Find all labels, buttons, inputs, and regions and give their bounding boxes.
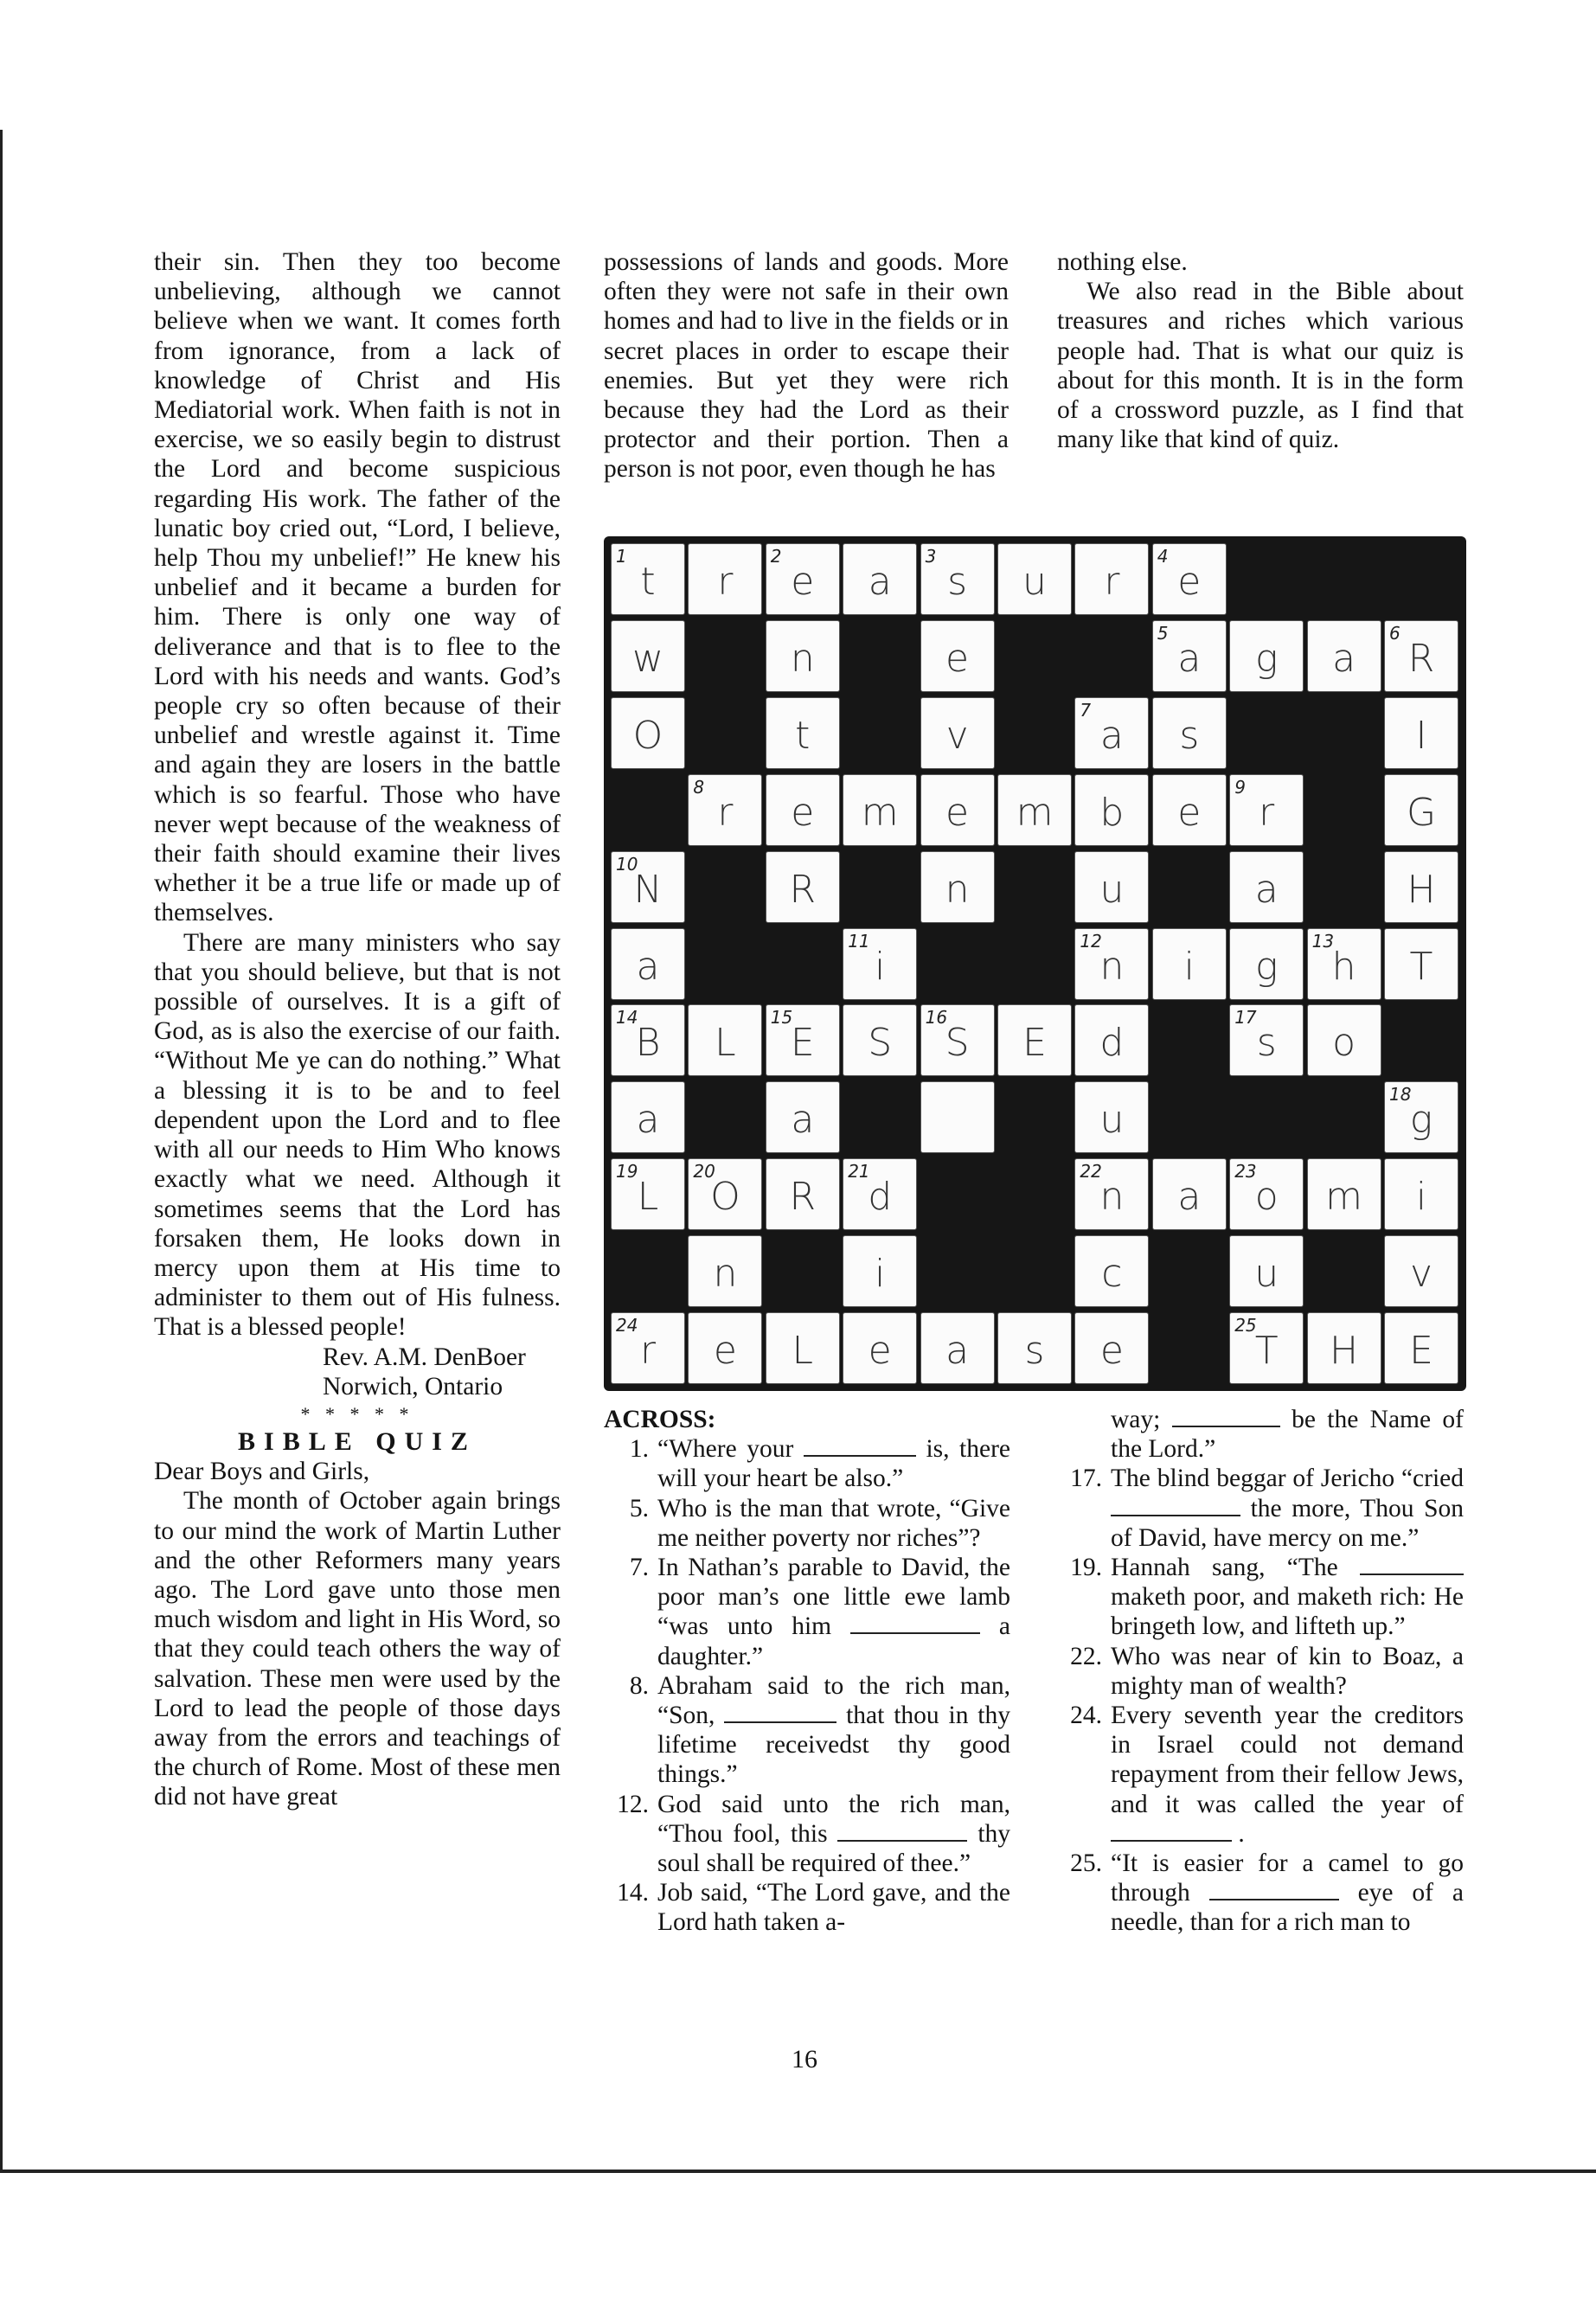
clue-number: 5. [629,1494,649,1522]
clue-text: eye of a needle, than for a rich man to [1111,1879,1465,1937]
clue-number: 17. [1070,1465,1102,1493]
page-edge-bottom [0,2170,1596,2173]
crossword-cell[interactable] [1307,928,1381,1000]
article-column-3 [1057,247,1464,454]
crossword-cell[interactable] [1229,1312,1304,1384]
crossword-cell[interactable] [997,1312,1072,1384]
crossword-cell[interactable] [688,1312,762,1384]
clue-22 [1057,1642,1464,1701]
crossword-cell[interactable] [1152,928,1227,1000]
crossword-handwritten-letter: e [713,1329,737,1373]
crossword-handwritten-letter: v [1409,1252,1433,1297]
crossword-handwritten-letter: r [639,1329,657,1373]
crossword-cell[interactable] [1074,1081,1149,1153]
crossword-handwritten-letter: e [945,790,970,835]
crossword-handwritten-letter: e [791,790,815,835]
crossword-cell[interactable] [920,1004,995,1076]
crossword-cell[interactable] [843,774,917,846]
clue-number: 24. [1070,1702,1102,1730]
crossword-handwritten-letter: n [713,1252,738,1297]
clue-text: Hannah sang, “The [1111,1554,1338,1582]
crossword-handwritten-letter: T [1409,944,1433,989]
clue-text: . [1238,1819,1245,1848]
crossword-handwritten-letter: c [1101,1252,1123,1297]
crossword-cell[interactable] [688,1158,762,1230]
crossword-cell[interactable] [920,1081,995,1153]
crossword-handwritten-letter: s [1179,713,1200,758]
answer-blank [1111,1821,1232,1842]
crossword-cell[interactable] [1229,620,1304,692]
crossword-cell[interactable] [920,1312,995,1384]
crossword-handwritten-letter: a [1177,1175,1202,1220]
crossword-clue-number: 2 [770,546,782,567]
crossword-clue-number: 17 [1234,1007,1257,1029]
clue-text: Job said, “The Lord gave, and the Lord hath taken a- [657,1879,1010,1937]
crossword-cell[interactable] [611,543,685,615]
crossword-cell[interactable] [1152,620,1227,692]
crossword-cell[interactable] [1384,1235,1458,1307]
article-column-2 [604,247,1009,484]
clue-text: Who was near of kin to Boaz, a mighty man of wealth? [1111,1642,1464,1700]
crossword-handwritten-letter: n [790,636,815,681]
crossword-cell[interactable] [1384,774,1458,846]
clue-text: Who is the man that wrote, “Give me neither poverty nor riches”? [657,1494,1010,1552]
clue-text: “Where your [657,1435,794,1464]
clue-12 [604,1790,1010,1879]
crossword-grid [604,536,1466,1391]
crossword-handwritten-letter: u [1099,1098,1125,1143]
crossword-cell[interactable] [1384,928,1458,1000]
crossword-cell[interactable] [1307,1312,1381,1384]
crossword-clue-number: 20 [693,1161,715,1183]
crossword-cell[interactable] [766,1158,840,1230]
crossword-cell[interactable] [1152,1158,1227,1230]
quiz-intro-paragraph: possessions of lands and goods. More often they were not safe in their own homes and had to live in the fields or in secret places in order to escape their enemies. But yet they were rich because they had the Lord as their protector and their portion. Then a person is not poor, even though he has [604,248,1009,484]
clue-text: be the Name of the Lord.” [1111,1406,1465,1464]
answer-blank [1111,1496,1240,1516]
crossword-cell[interactable] [611,1312,685,1384]
crossword-cell[interactable] [920,543,995,615]
quiz-greeting: Dear Boys and Girls, [154,1458,370,1486]
crossword-handwritten-letter: u [1254,1252,1279,1297]
crossword-clue-number: 16 [925,1007,948,1029]
across-clues-column-2 [1057,1405,1464,1938]
answer-blank [850,1613,980,1634]
crossword-handwritten-letter: r [1104,560,1120,604]
clue-number: 19. [1070,1554,1102,1582]
clue-text: Abraham said to the rich man, “Son, [657,1671,1010,1730]
crossword-clue-number: 4 [1157,546,1169,567]
answer-blank [1360,1554,1464,1575]
across-heading: ACROSS: [604,1406,716,1433]
page-edge-left [0,130,3,2171]
crossword-handwritten-letter: r [717,560,734,604]
crossword-cell[interactable] [1229,1235,1304,1307]
crossword-handwritten-letter: v [945,713,969,758]
crossword-handwritten-letter: e [868,1329,892,1373]
article-paragraph: their sin. Then they too become unbelieving, although we cannot believe when we want. It comes forth from ignorance, from a lack of knowledge of Christ and His Mediatorial work. When faith is not in exercise, we so easily begin to distrust the Lord and become suspicious regarding His work. The father of the lunatic boy cried out, “Lord, I believe, help Thou my unbelief!” He knew his unbelief and it became a burden for him. There is only one way of deliverance and that is to flee to the Lord with his needs and wants. God’s people cry so often because of their unbelief and wrestle against it. Time and again they are losers in the battle which is so fearful. Those who have never wept because of the weakness of their faith should examine their lives whether it be a true life or made up of themselves. [154,248,561,927]
crossword-cell[interactable] [1384,1158,1458,1230]
crossword-clue-number: 12 [1080,930,1102,952]
clue-text: the more, Thou Son of David, have mercy on me.” [1111,1494,1465,1552]
crossword-cell[interactable] [766,774,840,846]
crossword-cell[interactable] [611,697,685,769]
crossword-handwritten-letter: g [1409,1098,1433,1143]
crossword-cell[interactable] [843,1004,917,1076]
clue-1 [604,1434,1010,1493]
crossword-cell[interactable] [1384,697,1458,769]
crossword-cell[interactable] [1074,1312,1149,1384]
clue-text: that thou in thy lifetime receivedst thy good things.” [657,1702,1010,1789]
crossword-cell[interactable] [611,620,685,692]
clue-number: 7. [629,1554,649,1582]
crossword-handwritten-letter: n [1099,944,1125,989]
crossword-cell[interactable] [688,1004,762,1076]
crossword-clue-number: 8 [693,776,705,798]
crossword-cell[interactable] [1229,1158,1304,1230]
crossword-cell[interactable] [1307,1004,1381,1076]
crossword-clue-number: 13 [1311,930,1335,952]
clue-text: “It is easier for a camel to go through [1111,1849,1464,1907]
author-location: Norwich, Ontario [323,1372,503,1400]
quiz-title: BIBLE QUIZ [238,1426,477,1456]
crossword-handwritten-letter: a [791,1098,815,1143]
crossword-handwritten-letter: g [1254,636,1279,681]
clue-number: 1. [629,1435,649,1464]
crossword-handwritten-letter: s [947,560,968,604]
crossword-handwritten-letter: L [715,1021,736,1066]
article-column-1 [154,247,561,1812]
crossword-cell[interactable] [920,697,995,769]
crossword-handwritten-letter: n [1099,1175,1125,1220]
clue-text: is, there will your heart be also.” [657,1435,1011,1493]
crossword-cell[interactable] [1074,851,1149,923]
crossword-clue-number: 23 [1234,1161,1257,1183]
crossword-cell[interactable] [997,1004,1072,1076]
crossword-clue-number: 10 [616,853,638,875]
crossword-cell[interactable] [1229,774,1304,846]
crossword-cell[interactable] [1074,1158,1149,1230]
crossword-handwritten-letter: a [868,560,892,604]
crossword-handwritten-letter: e [1099,1329,1124,1373]
crossword-cell[interactable] [1384,620,1458,692]
crossword-handwritten-letter: w [632,636,663,681]
crossword-handwritten-letter: m [1016,790,1054,835]
crossword-cell[interactable] [766,620,840,692]
crossword-handwritten-letter: n [945,867,970,912]
crossword-handwritten-letter: N [633,867,663,912]
crossword-cell[interactable] [1152,774,1227,846]
crossword-clue-number: 25 [1234,1315,1257,1336]
clue-text: way; [1111,1406,1161,1433]
crossword-cell[interactable] [766,543,840,615]
clue-text: The blind beggar of Jericho “cried [1111,1465,1464,1493]
crossword-cell[interactable] [611,1004,685,1076]
crossword-handwritten-letter: e [1177,560,1202,604]
answer-blank [724,1702,836,1723]
clue-number: 25. [1070,1849,1102,1878]
clue-8 [604,1671,1010,1790]
clue-text: a daughter.” [657,1612,1011,1670]
crossword-cell[interactable] [766,1004,840,1076]
crossword-handwritten-letter: t [795,713,811,758]
crossword-cell[interactable] [1384,1312,1458,1384]
crossword-handwritten-letter: e [791,560,815,604]
crossword-cell[interactable] [843,1158,917,1230]
crossword-handwritten-letter: i [875,1252,886,1297]
crossword-cell[interactable] [843,928,917,1000]
crossword-handwritten-letter: a [636,1098,660,1143]
answer-blank [837,1821,967,1842]
crossword-cell[interactable] [1152,543,1227,615]
crossword-handwritten-letter: R [789,867,817,912]
crossword-cell[interactable] [1384,1081,1458,1153]
crossword-handwritten-letter: H [1407,867,1436,912]
article-paragraph: There are many ministers who say that you should believe, but that is not possible of ourselves. It is a gift of God, as is also the exercise of our faith. “Without Me ye can do nothing.” What a blessing it is to be and to feel dependent upon the Lord and to flee with all our needs to Him Who knows exactly what we need. Although it sometimes seems that the Lord has forsaken them, He looks down in mercy upon them at His time to administer to them out of His fulness. That is a blessed people! [154,928,561,1342]
crossword-handwritten-letter: t [640,560,656,604]
clue-17 [1057,1464,1464,1553]
crossword-handwritten-letter: R [1407,636,1435,681]
crossword-cell[interactable] [688,774,762,846]
crossword-clue-number: 24 [616,1315,638,1336]
crossword-clue-number: 18 [1389,1084,1412,1106]
clue-number: 14. [617,1879,649,1907]
crossword-clue-number: 5 [1157,622,1169,644]
crossword-handwritten-letter: e [1177,790,1202,835]
crossword-cell[interactable] [1307,620,1381,692]
crossword-handwritten-letter: B [635,1021,661,1066]
crossword-handwritten-letter: i [875,944,886,989]
crossword-cell[interactable] [997,774,1072,846]
crossword-cell[interactable] [920,620,995,692]
crossword-clue-number: 11 [848,930,870,952]
clue-5 [604,1494,1010,1553]
clue-number: 22. [1070,1642,1102,1670]
crossword-handwritten-letter: m [861,790,899,835]
crossword-handwritten-letter: E [1022,1021,1047,1066]
answer-blank [804,1436,916,1457]
clue-14-continued [1057,1405,1464,1464]
crossword-cell[interactable] [611,1158,685,1230]
clue-24 [1057,1701,1464,1849]
clue-text: In Nathan’s parable to David, the poor man’s one little ewe lamb “was unto him [657,1554,1010,1641]
crossword-cell[interactable] [843,1235,917,1307]
crossword-handwritten-letter: h [1331,944,1356,989]
quiz-intro-paragraph: The month of October again brings to our mind the work of Martin Luther and the other Reformers many years ago. The Lord gave unto those men much wisdom and light in His Word, so that they could teach others the way of salvation. These men were used by the Lord to lead the people of those days away from the errors and teachings of the church of Rome. Most of these men did not have great [154,1487,561,1811]
crossword-handwritten-letter: o [1254,1175,1279,1220]
crossword-handwritten-letter: d [1099,1021,1125,1066]
crossword-handwritten-letter: E [790,1021,815,1066]
clue-text: God said unto the rich man, “Thou fool, this [657,1790,1010,1848]
crossword-cell[interactable] [611,1081,685,1153]
crossword-cell[interactable] [766,697,840,769]
crossword-cell[interactable] [920,774,995,846]
crossword-cell[interactable] [1307,1158,1381,1230]
crossword-cell[interactable] [1074,1004,1149,1076]
crossword-cell[interactable] [1074,543,1149,615]
crossword-handwritten-letter: O [632,713,663,758]
crossword-cell[interactable] [688,1235,762,1307]
crossword-handwritten-letter: H [1330,1329,1359,1373]
crossword-cell[interactable] [766,851,840,923]
crossword-cell[interactable] [1074,1235,1149,1307]
crossword-clue-number: 15 [770,1007,793,1029]
crossword-handwritten-letter: S [945,1021,970,1066]
crossword-handwritten-letter: R [789,1175,817,1220]
crossword-cell[interactable] [1074,928,1149,1000]
crossword-clue-number: 6 [1389,622,1401,644]
across-clues-column-1 [604,1405,1010,1938]
crossword-clue-number: 14 [616,1007,638,1029]
answer-blank [1172,1407,1280,1427]
crossword-cell[interactable] [766,1081,840,1153]
crossword-clue-number: 1 [616,546,627,567]
crossword-clue-number: 21 [848,1161,870,1183]
crossword-handwritten-letter: L [792,1329,814,1373]
crossword-cell[interactable] [766,1312,840,1384]
crossword-handwritten-letter: G [1406,790,1437,835]
crossword-cell[interactable] [920,851,995,923]
clue-number: 12. [617,1790,649,1818]
crossword-clue-number: 19 [616,1161,638,1183]
section-divider: * * * * * [300,1402,414,1425]
crossword-clue-number: 7 [1080,699,1092,721]
crossword-handwritten-letter: a [945,1329,970,1373]
quiz-intro-paragraph: We also read in the Bible about treasures and riches which various people had. That is what our quiz is about for this month. It is in the form of a crossword puzzle, as I find that many like that kind of quiz. [1057,278,1464,454]
crossword-cell[interactable] [611,928,685,1000]
crossword-clue-number: 9 [1234,776,1246,798]
quiz-intro-paragraph: nothing else. [1057,248,1188,276]
crossword-cell[interactable] [843,543,917,615]
crossword-handwritten-letter: e [945,636,970,681]
crossword-handwritten-letter: b [1099,790,1125,835]
crossword-handwritten-letter: a [1332,636,1356,681]
author-name: Rev. A.M. DenBoer [323,1343,526,1371]
crossword-clue-number: 3 [925,546,937,567]
clue-14 [604,1878,1010,1937]
clue-text: thy soul shall be required of thee.” [657,1819,1011,1878]
answer-blank [1209,1880,1339,1900]
clue-25 [1057,1849,1464,1938]
crossword-handwritten-letter: T [1254,1329,1279,1373]
crossword-cell[interactable] [1229,1004,1304,1076]
crossword-handwritten-letter: r [717,790,734,835]
clue-number: 8. [629,1671,649,1700]
crossword-cell[interactable] [1074,697,1149,769]
crossword-handwritten-letter: O [710,1175,740,1220]
crossword-handwritten-letter: g [1254,944,1279,989]
crossword-clue-number: 22 [1080,1161,1102,1183]
crossword-cell[interactable] [1074,774,1149,846]
crossword-handwritten-letter: s [1024,1329,1045,1373]
clue-7 [604,1553,1010,1671]
crossword-cell[interactable] [1229,851,1304,923]
crossword-handwritten-letter: o [1332,1021,1356,1066]
crossword-handwritten-letter: m [1325,1175,1363,1220]
crossword-cell[interactable] [1384,851,1458,923]
crossword-cell[interactable] [997,543,1072,615]
clue-19 [1057,1553,1464,1642]
crossword-handwritten-letter: L [637,1175,659,1220]
crossword-handwritten-letter: a [1177,636,1202,681]
crossword-cell[interactable] [843,1312,917,1384]
clue-text: Every seventh year the creditors in Israel could not demand repayment from their fellow Jews, and it was called the year of [1111,1702,1464,1818]
crossword-handwritten-letter: i [1183,944,1195,989]
page-number: 16 [792,2045,817,2073]
crossword-cell[interactable] [1229,928,1304,1000]
crossword-cell[interactable] [1152,697,1227,769]
crossword-cell[interactable] [611,851,685,923]
crossword-handwritten-letter: r [1259,790,1275,835]
crossword-handwritten-letter: E [1409,1329,1433,1373]
crossword-cell[interactable] [688,543,762,615]
crossword-handwritten-letter: a [1254,867,1279,912]
crossword-handwritten-letter: u [1022,560,1047,604]
crossword-handwritten-letter: d [868,1175,893,1220]
crossword-handwritten-letter: S [868,1021,893,1066]
crossword-handwritten-letter: u [1099,867,1125,912]
crossword-handwritten-letter: a [636,944,660,989]
crossword-handwritten-letter: I [1415,713,1427,758]
crossword-handwritten-letter: a [1099,713,1124,758]
clue-text: maketh poor, and maketh rich: He bringeth low, and lifteth up.” [1111,1583,1464,1641]
crossword-handwritten-letter: i [1415,1175,1427,1220]
crossword-handwritten-letter: s [1256,1021,1277,1066]
